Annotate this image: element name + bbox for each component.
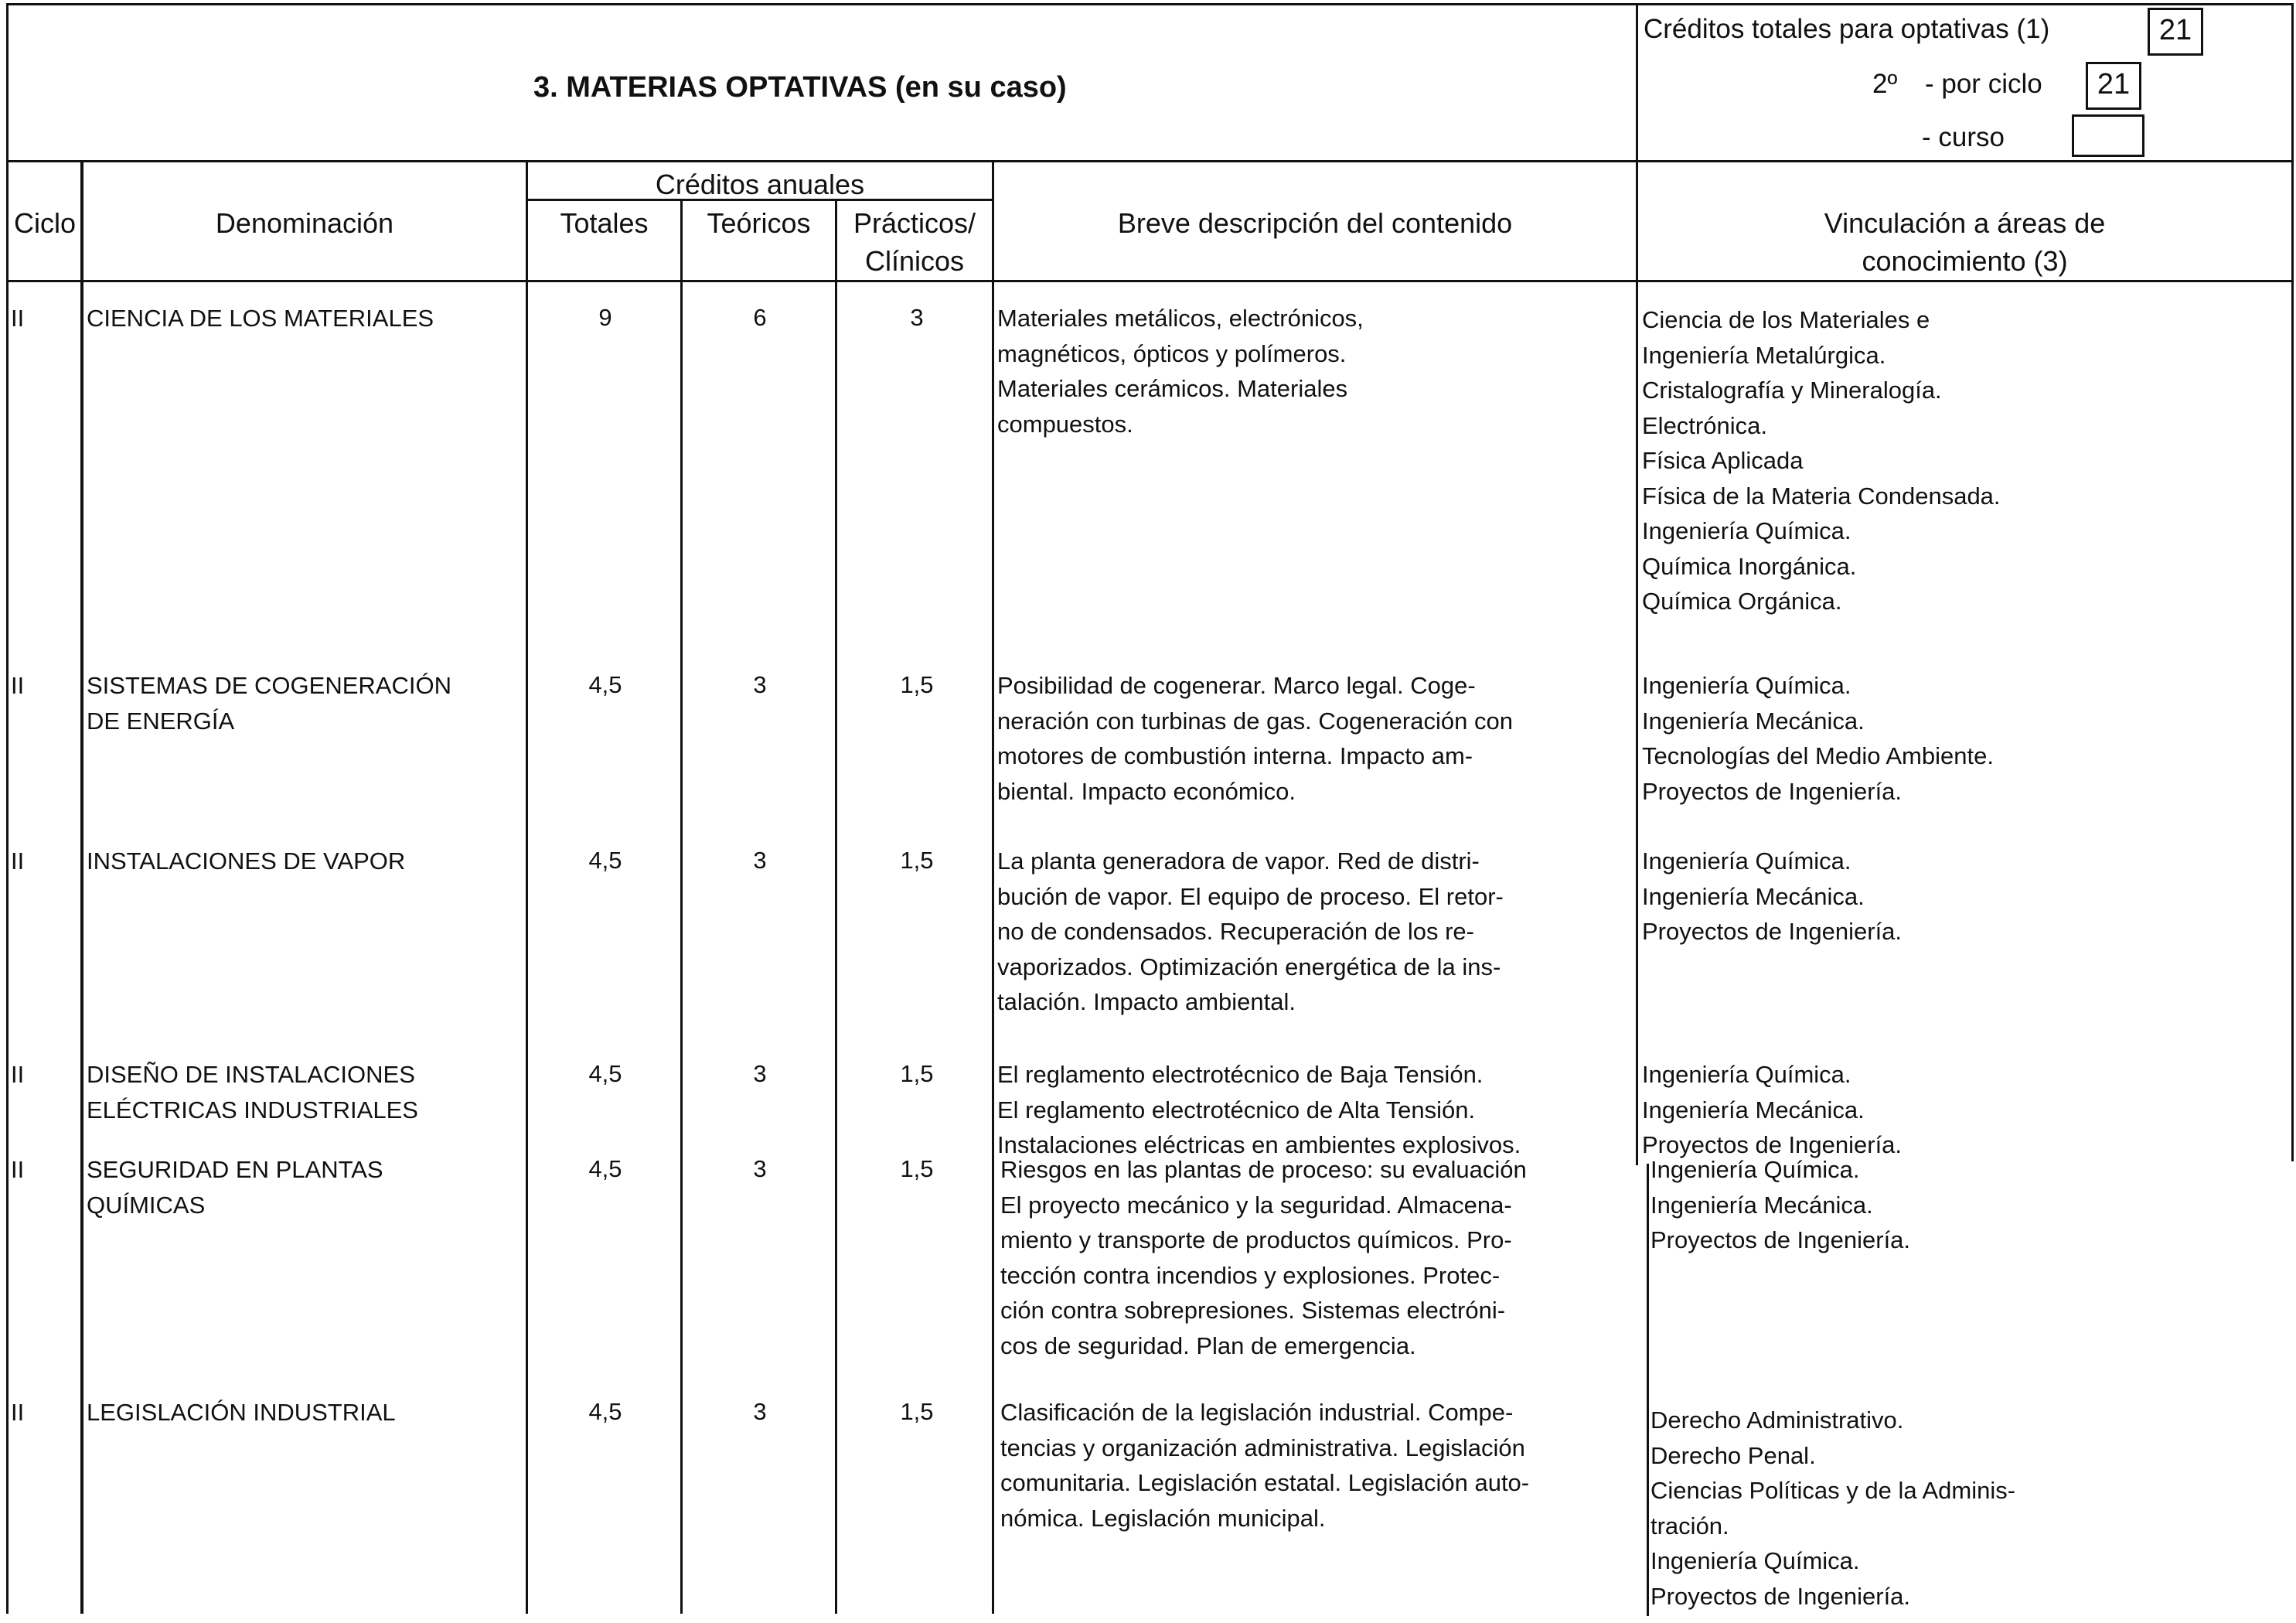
row-descripcion-line: biental. Impacto económico. [997, 777, 1296, 805]
row-descripcion [997, 1057, 1521, 1163]
row-descripcion-line: magnéticos, ópticos y polímeros. [997, 339, 1347, 367]
row-totales: 4,5 [588, 1398, 622, 1425]
row-areas-line: Derecho Penal. [1650, 1441, 1816, 1469]
row-areas-line: Ingeniería Mecánica. [1642, 882, 1865, 910]
row-descripcion-line: Instalaciones eléctricas en ambientes explosivos. [997, 1131, 1521, 1158]
row-practicos: 1,5 [900, 1060, 934, 1087]
row-descripcion-line: neración con turbinas de gas. Cogeneración con [997, 707, 1513, 735]
col-line-descripcion-lower [1647, 1164, 1649, 1616]
row-descripcion-line: El reglamento electrotécnico de Alta Tensión. [997, 1096, 1476, 1123]
row-descripcion [1000, 1395, 1529, 1536]
cycle-prefix: 2º [1872, 69, 1898, 99]
row-areas-line: Ciencias Políticas y de la Adminis- [1650, 1477, 2016, 1504]
row-ciclo: II [11, 305, 25, 332]
row-denominacion [87, 844, 405, 879]
row-descripcion-line: vaporizados. Optimización energética de la ins- [997, 953, 1501, 980]
per-cycle-label: - por ciclo [1925, 69, 2042, 99]
row-descripcion-line: talación. Impacto ambiental. [997, 988, 1296, 1015]
row-descripcion [997, 668, 1513, 809]
row-descripcion-line: Materiales metálicos, electrónicos, [997, 305, 1364, 332]
row-areas-line: Física Aplicada [1642, 447, 1804, 474]
row-areas-line: Ingeniería Mecánica. [1650, 1191, 1873, 1219]
course-label: - curso [1922, 122, 2005, 152]
row-denominacion-line: DE ENERGÍA [87, 707, 235, 735]
col-header-conocimiento: conocimiento (3) [1862, 245, 2068, 277]
col-header-creditos-anuales: Créditos anuales [655, 169, 865, 200]
row-descripcion-line: Riesgos en las plantas de proceso: su evaluación [1000, 1156, 1527, 1183]
row-descripcion-line: nómica. Legislación municipal. [1000, 1504, 1326, 1532]
row-areas-line: Tecnologías del Medio Ambiente. [1642, 742, 1994, 769]
row-areas-line: Ingeniería Metalúrgica. [1642, 341, 1886, 369]
row-descripcion-line: La planta generadora de vapor. Red de distri- [997, 847, 1480, 875]
row-areas-line: Ingeniería Química. [1642, 1061, 1851, 1088]
row-areas-line: Ingeniería Química. [1642, 672, 1851, 699]
row-ciclo: II [11, 1399, 25, 1426]
course-box [2072, 114, 2144, 157]
row-descripcion [997, 301, 1364, 442]
row-totales: 4,5 [588, 1060, 622, 1087]
row-practicos: 3 [910, 304, 924, 331]
row-areas-line: Ciencia de los Materiales e [1642, 306, 1930, 333]
header-bottom-border [8, 160, 2292, 162]
header-split-line [1636, 3, 1638, 162]
row-denominacion-line: ELÉCTRICAS INDUSTRIALES [87, 1096, 418, 1123]
row-teoricos: 3 [753, 1060, 767, 1087]
row-areas-line: Física de la Materia Condensada. [1642, 482, 2001, 510]
row-areas [1650, 1152, 1910, 1258]
row-totales: 4,5 [588, 1155, 622, 1182]
row-practicos: 1,5 [900, 1398, 934, 1425]
row-areas-line: Proyectos de Ingeniería. [1642, 777, 1903, 805]
row-descripcion-line: Posibilidad de cogenerar. Marco legal. Coge- [997, 672, 1476, 699]
col-line-descripcion [1636, 160, 1638, 1165]
row-ciclo: II [11, 672, 25, 699]
row-ciclo: II [11, 1156, 25, 1183]
col-header-vinculacion: Vinculación a áreas de [1824, 207, 2106, 239]
col-line-teoricos [835, 199, 837, 1614]
row-areas-line: Proyectos de Ingeniería. [1642, 918, 1903, 945]
row-areas-line: Proyectos de Ingeniería. [1650, 1226, 1911, 1253]
col-line-denominacion [526, 160, 528, 1614]
row-ciclo: II [11, 1061, 25, 1088]
col-line-left [6, 160, 9, 1614]
row-practicos: 1,5 [900, 671, 934, 698]
col-header-ciclo: Ciclo [13, 207, 76, 239]
row-descripcion-line: comunitaria. Legislación estatal. Legislación auto- [1000, 1469, 1530, 1496]
col-header-practicos: Prácticos/ [853, 207, 976, 239]
row-ciclo: II [11, 847, 25, 875]
row-practicos: 1,5 [900, 1155, 934, 1182]
row-areas-line: Química Inorgánica. [1642, 552, 1857, 580]
row-descripcion-line: no de condensados. Recuperación de los re- [997, 918, 1474, 945]
row-totales: 9 [598, 304, 612, 331]
col-header-denominacion: Denominación [215, 207, 394, 239]
row-areas-line: Química Orgánica. [1642, 588, 1842, 615]
row-descripcion [997, 844, 1504, 1020]
row-denominacion [87, 301, 434, 336]
row-denominacion-line: LEGISLACIÓN INDUSTRIAL [87, 1399, 396, 1426]
row-descripcion-line: tencias y organización administrativa. Legislación [1000, 1434, 1525, 1461]
row-descripcion-line: cos de seguridad. Plan de emergencia. [1000, 1331, 1416, 1359]
row-descripcion-line: tección contra incendios y explosiones. Protec- [1000, 1261, 1501, 1289]
row-areas-line: Proyectos de Ingeniería. [1642, 1131, 1903, 1158]
col-header-clinicos: Clínicos [864, 245, 965, 277]
row-teoricos: 3 [753, 847, 767, 874]
row-areas-line: Ingeniería Química. [1650, 1547, 1860, 1574]
right-border [2291, 3, 2294, 1161]
row-descripcion-line: compuestos. [997, 410, 1133, 438]
row-areas-line: Ingeniería Mecánica. [1642, 1096, 1865, 1123]
row-areas [1642, 302, 2001, 619]
row-teoricos: 6 [753, 304, 767, 331]
row-areas-line: Ingeniería Química. [1642, 847, 1851, 875]
credits-total-box: 21 [2148, 8, 2203, 56]
row-areas [1642, 668, 1994, 809]
row-practicos: 1,5 [900, 847, 934, 874]
row-descripcion-line: El proyecto mecánico y la seguridad. Almacena- [1000, 1191, 1512, 1219]
row-denominacion [87, 1152, 383, 1222]
row-denominacion [87, 668, 451, 738]
credits-total-label: Créditos totales para optativas (1) [1644, 14, 2050, 44]
row-areas [1650, 1403, 2015, 1614]
row-descripcion-line: El reglamento electrotécnico de Baja Tensión. [997, 1061, 1484, 1088]
col-line-totales [680, 199, 683, 1614]
row-denominacion-line: DISEÑO DE INSTALACIONES [87, 1061, 415, 1088]
row-areas-line: Ingeniería Química. [1650, 1156, 1860, 1183]
row-areas-line: Ingeniería Química. [1642, 517, 1851, 544]
row-areas [1642, 1057, 1902, 1163]
row-teoricos: 3 [753, 671, 767, 698]
row-totales: 4,5 [588, 847, 622, 874]
row-totales: 4,5 [588, 671, 622, 698]
row-areas-line: Proyectos de Ingeniería. [1650, 1582, 1911, 1610]
row-denominacion-line: INSTALACIONES DE VAPOR [87, 847, 406, 875]
row-descripcion-line: Clasificación de la legislación industrial. Compe- [1000, 1399, 1514, 1426]
row-descripcion-line: ción contra sobrepresiones. Sistemas electróni- [1000, 1297, 1506, 1324]
row-areas-line: tración. [1650, 1512, 1729, 1539]
row-areas-line: Electrónica. [1642, 411, 1767, 439]
row-areas-line: Cristalografía y Mineralogía. [1642, 377, 1942, 404]
row-denominacion-line: CIENCIA DE LOS MATERIALES [87, 305, 434, 332]
col-header-descripcion: Breve descripción del contenido [1117, 207, 1513, 239]
per-cycle-box: 21 [2086, 62, 2141, 110]
col-header-teoricos: Teóricos [707, 207, 811, 239]
row-denominacion [87, 1395, 396, 1430]
col-line-practicos [992, 160, 994, 1614]
row-denominacion [87, 1057, 418, 1127]
row-areas-line: Derecho Administrativo. [1650, 1406, 1904, 1434]
col-header-totales: Totales [560, 207, 649, 239]
row-denominacion-line: SISTEMAS DE COGENERACIÓN [87, 672, 451, 699]
row-teoricos: 3 [753, 1398, 767, 1425]
row-denominacion-line: SEGURIDAD EN PLANTAS [87, 1156, 383, 1183]
row-descripcion-line: miento y transporte de productos químicos. Pro- [1000, 1226, 1512, 1253]
row-descripcion-line: Materiales cerámicos. Materiales [997, 375, 1348, 402]
col-line-ciclo [80, 160, 83, 1614]
row-areas-line: Ingeniería Mecánica. [1642, 707, 1865, 735]
column-header-bottom-border [8, 280, 2292, 282]
row-denominacion-line: QUÍMICAS [87, 1191, 206, 1219]
row-descripcion [1000, 1152, 1527, 1363]
row-teoricos: 3 [753, 1155, 767, 1182]
page-title: 3. MATERIAS OPTATIVAS (en su caso) [533, 71, 1067, 104]
row-descripcion-line: bución de vapor. El equipo de proceso. El retor- [997, 882, 1504, 910]
top-border [8, 3, 2292, 5]
row-descripcion-line: motores de combustión interna. Impacto am- [997, 742, 1473, 769]
row-areas [1642, 844, 1902, 950]
